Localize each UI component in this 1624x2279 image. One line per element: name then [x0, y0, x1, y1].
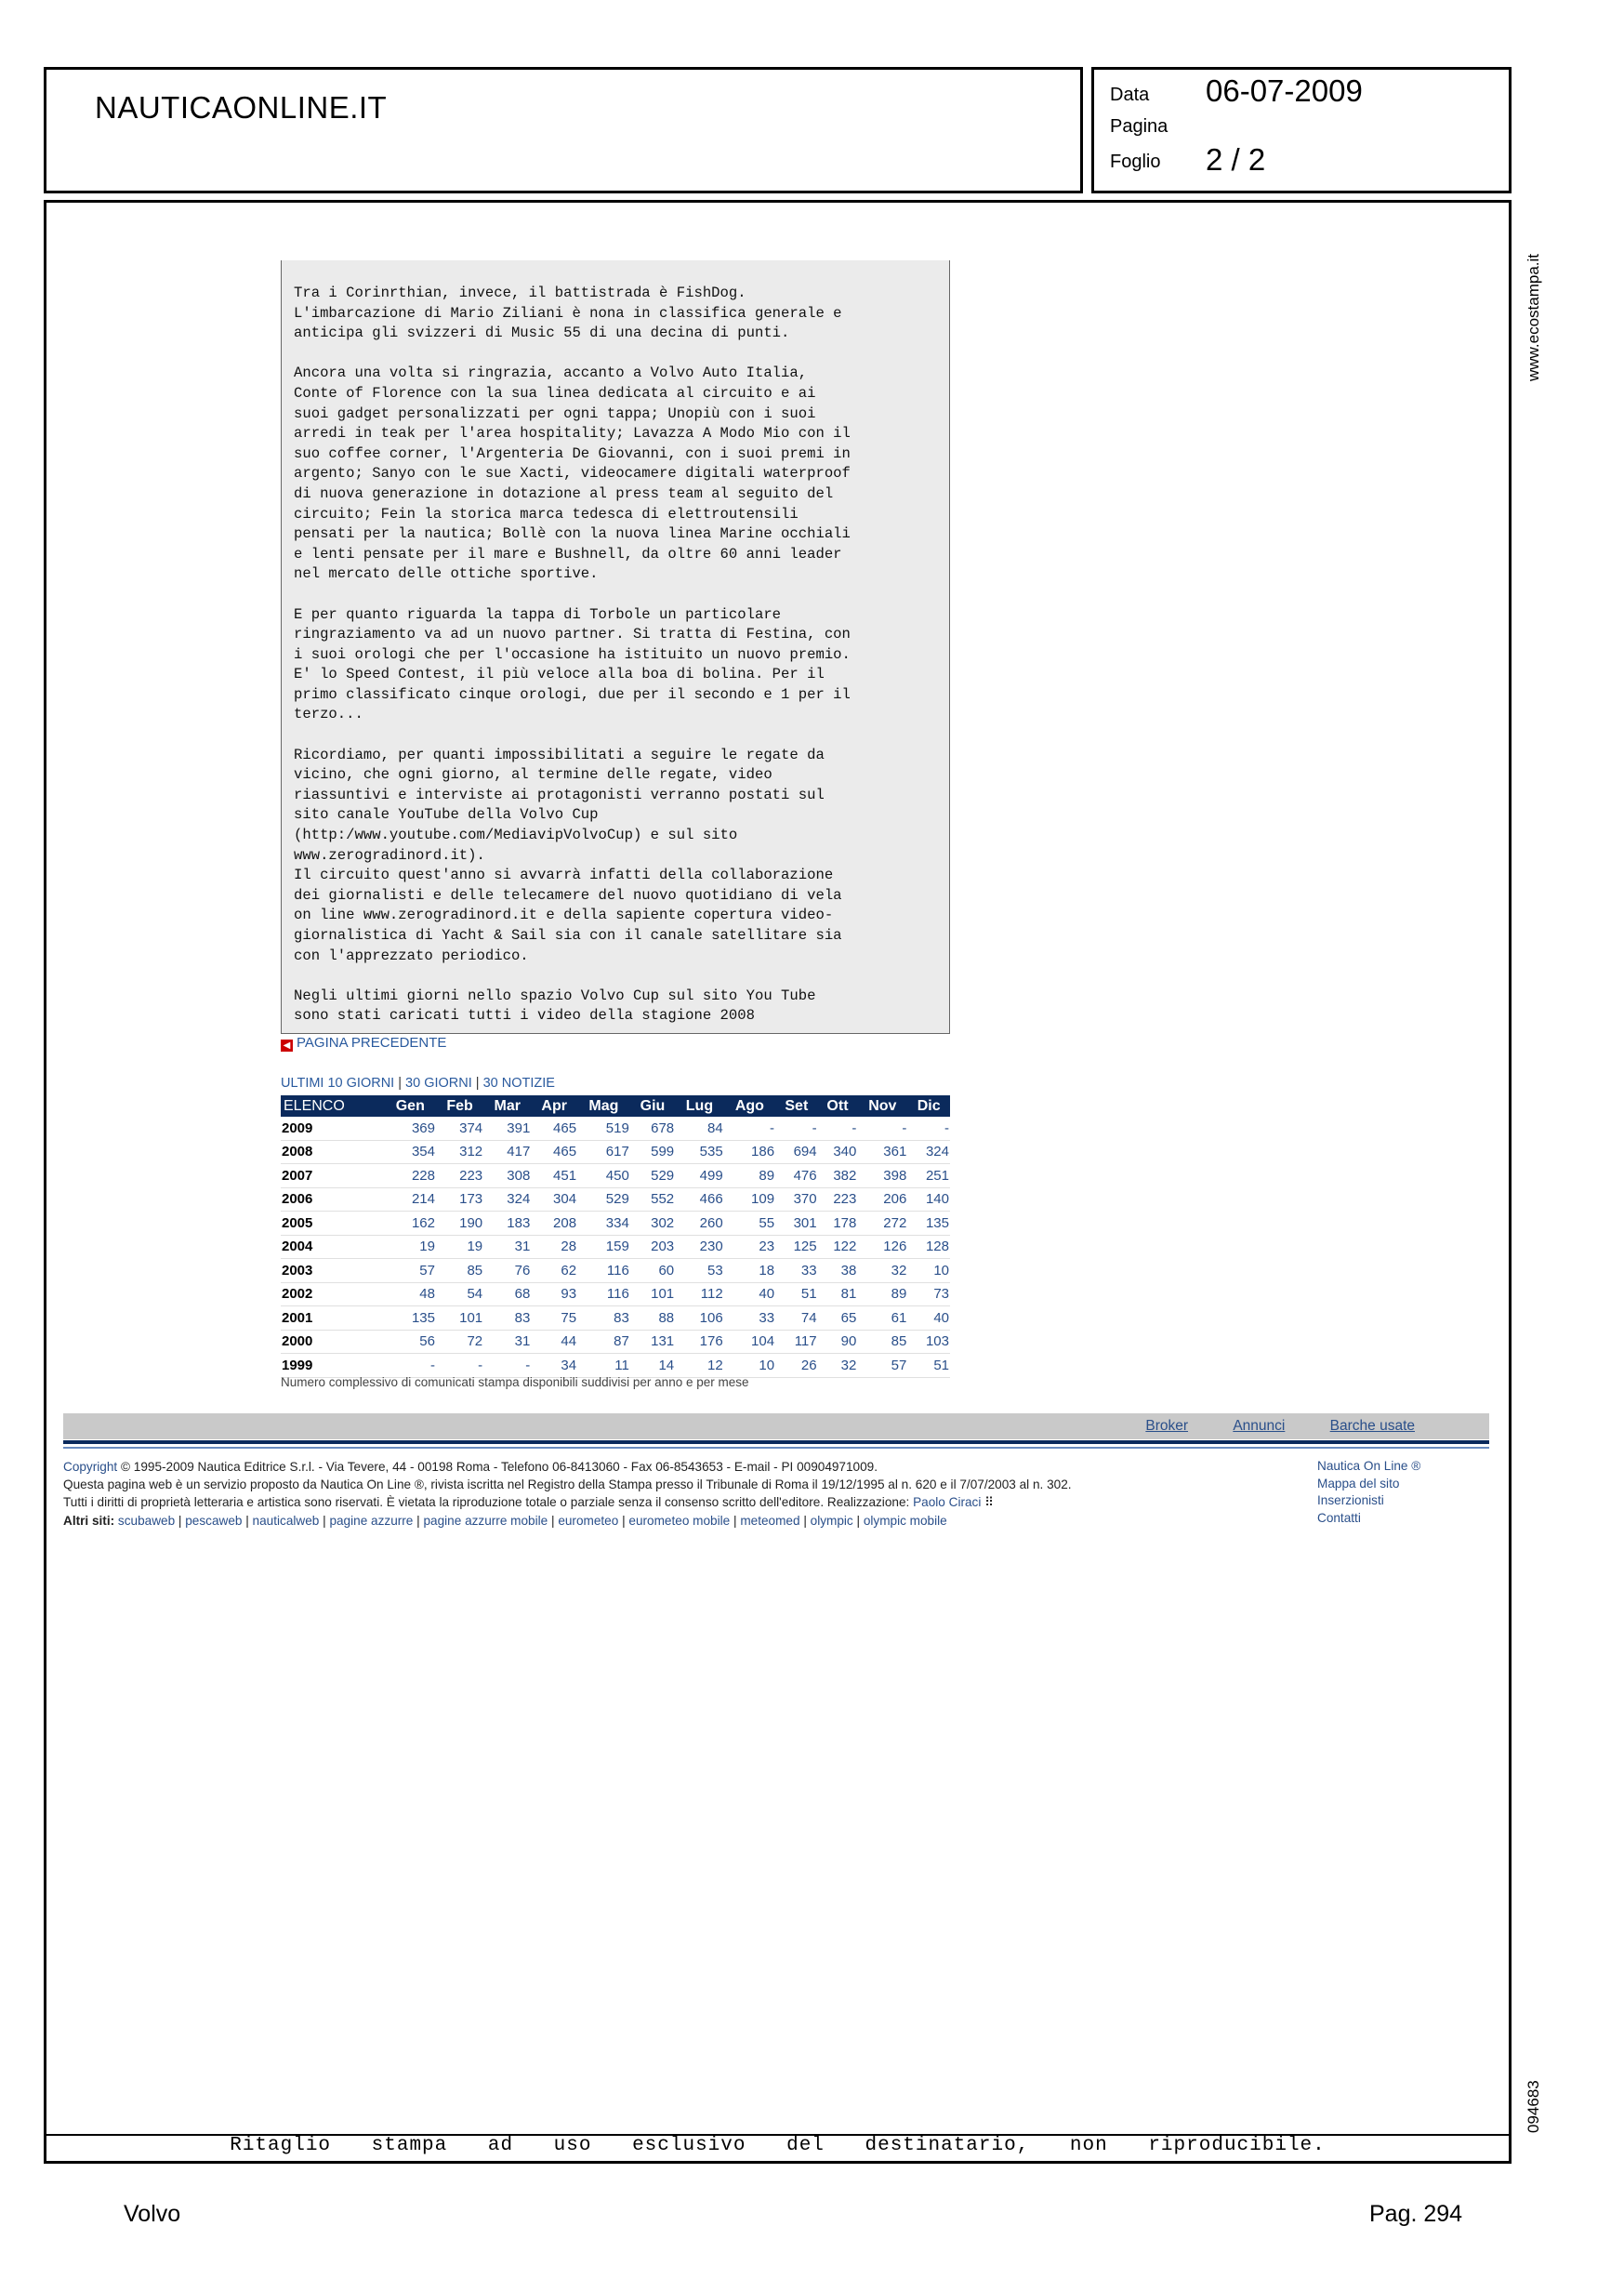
column-header: Dic: [907, 1095, 950, 1117]
table-row: [281, 1306, 950, 1331]
count-cell: 499: [675, 1164, 724, 1188]
count-cell: 14: [630, 1354, 675, 1378]
site-map-link[interactable]: Mappa del sito: [1317, 1476, 1400, 1491]
count-cell: 159: [577, 1235, 630, 1259]
count-cell: 334: [577, 1212, 630, 1236]
page-label: Pagina: [1110, 116, 1168, 137]
count-cell: 88: [630, 1306, 675, 1331]
column-header: Mag: [577, 1095, 630, 1117]
count-cell: 101: [630, 1282, 675, 1306]
separator: |: [242, 1513, 253, 1528]
count-cell: 340: [818, 1140, 858, 1164]
count-cell: 75: [531, 1306, 577, 1331]
other-site-link[interactable]: nauticalweb: [252, 1513, 320, 1528]
registration-line: Questa pagina web è un servizio proposto da Nautica On Line ®, rivista iscritta nel Registro della Stampa presso il Tribunale di Roma il 19/12/1995 al n. 620 e il 7/07/2003 al n. 302.: [63, 1477, 1072, 1492]
count-cell: 599: [630, 1140, 675, 1164]
count-cell: 178: [818, 1212, 858, 1236]
count-cell: 51: [775, 1282, 818, 1306]
count-cell: -: [483, 1354, 531, 1378]
table-row: [281, 1212, 950, 1236]
count-cell: 529: [630, 1164, 675, 1188]
count-cell: -: [857, 1117, 907, 1140]
count-cell: 382: [818, 1164, 858, 1188]
article-paragraph: Ancora una volta si ringrazia, accanto a Volvo Auto Italia, Conte of Florence con la sua linea dedicata al circuito e ai suoi gadget personalizzati per ogni tappa; Unopiù con i suoi arredi in teak per l'area hospitality; Lavazza A Modo Mio con il suo coffee corner, l'Argenteria De Giovanni, con i suoi premi in argento; Sanyo con le sue Xacti, videocamere digitali waterproof di nuova generazione in dotazione al press team al seguito del circuito; Fein la storica marca tedesca di elettroutensili pensati per la nautica; Bollè con la nuova linea Marine occhiali e lenti pensate per il mare e Bushnell, da oltre 60 anni leader nel mercato delle ottiche sportive.: [294, 364, 851, 583]
year-cell: 2007: [281, 1164, 385, 1188]
count-cell: 10: [907, 1259, 950, 1283]
count-cell: 308: [483, 1164, 531, 1188]
count-cell: 206: [857, 1187, 907, 1212]
count-cell: 61: [857, 1306, 907, 1331]
other-site-link[interactable]: pagine azzurre: [329, 1513, 414, 1528]
count-cell: 84: [675, 1117, 724, 1140]
count-cell: 176: [675, 1330, 724, 1354]
count-cell: 223: [818, 1187, 858, 1212]
count-cell: 48: [385, 1282, 436, 1306]
count-cell: 535: [675, 1140, 724, 1164]
count-cell: 324: [907, 1140, 950, 1164]
date-value: 06-07-2009: [1206, 73, 1363, 108]
copyright-link[interactable]: Copyright: [63, 1460, 118, 1474]
count-cell: 32: [857, 1259, 907, 1283]
count-cell: 272: [857, 1212, 907, 1236]
count-cell: 40: [907, 1306, 950, 1331]
count-cell: 10: [724, 1354, 775, 1378]
article-paragraph: Negli ultimi giorni nello spazio Volvo Cup sul sito You Tube sono stati caricati tutti i video della stagione 2008: [294, 987, 816, 1025]
bottom-nav-bar: [63, 1413, 1489, 1439]
count-cell: 116: [577, 1282, 630, 1306]
count-cell: 223: [436, 1164, 483, 1188]
count-cell: 40: [724, 1282, 775, 1306]
column-header: Set: [775, 1095, 818, 1117]
count-cell: 60: [630, 1259, 675, 1283]
count-cell: 135: [907, 1212, 950, 1236]
column-header: Ott: [818, 1095, 858, 1117]
count-cell: -: [907, 1117, 950, 1140]
article-paragraph: Ricordiamo, per quanti impossibilitati a seguire le regate da vicino, che ogni giorno, al termine delle regate, video riassuntivi e interviste ai protagonisti verranno postati sul sito canale YouTube della Volvo Cup (http:/www.youtube.com/MediavipVolvoCup) e sul sito www.zerogradinord.it).: [294, 746, 825, 864]
other-site-link[interactable]: eurometeo: [558, 1513, 619, 1528]
count-cell: 208: [531, 1212, 577, 1236]
table-row: [281, 1354, 950, 1378]
count-cell: 33: [775, 1259, 818, 1283]
article-paragraph: Il circuito quest'anno si avvarrà infatti della collaborazione dei giornalisti e delle telecamere del nuovo quotidiano di vela on line www.zerogradinord.it e della sapiente copertura video- giornalistica di Yacht & Sail sia con il canale satellitare sia con l'apprezzato periodico.: [294, 867, 842, 964]
table-row: [281, 1282, 950, 1306]
copyright-line: Copyright © 1995-2009 Nautica Editrice S.r.l. - Via Tevere, 44 - 00198 Roma - Telefono 06-8413060 - Fax 06-8543653 - E-mail - PI 00904971009.: [63, 1460, 878, 1474]
count-cell: 83: [483, 1306, 531, 1331]
other-site-link[interactable]: pescaweb: [185, 1513, 243, 1528]
column-header: ELENCO: [281, 1095, 385, 1117]
year-cell: 2003: [281, 1259, 385, 1283]
count-cell: 126: [857, 1235, 907, 1259]
separator: |: [548, 1513, 559, 1528]
count-cell: 465: [531, 1117, 577, 1140]
count-cell: 32: [818, 1354, 858, 1378]
year-cell: 2000: [281, 1330, 385, 1354]
table-row: [281, 1117, 950, 1140]
count-cell: 93: [531, 1282, 577, 1306]
stats-caption: Numero complessivo di comunicati stampa disponibili suddivisi per anno e per mese: [281, 1375, 749, 1389]
count-cell: 466: [675, 1187, 724, 1212]
count-cell: 85: [436, 1259, 483, 1283]
count-cell: 135: [385, 1306, 436, 1331]
press-release-stats-table: [281, 1095, 950, 1378]
count-cell: 90: [818, 1330, 858, 1354]
count-cell: 391: [483, 1117, 531, 1140]
ecostampa-url: www.ecostampa.it: [1525, 254, 1542, 381]
count-cell: 89: [724, 1164, 775, 1188]
year-cell: 2002: [281, 1282, 385, 1306]
count-cell: 519: [577, 1117, 630, 1140]
count-cell: 56: [385, 1330, 436, 1354]
client-name: Volvo: [124, 2201, 181, 2227]
separator: |: [175, 1513, 186, 1528]
count-cell: 104: [724, 1330, 775, 1354]
year-cell: 1999: [281, 1354, 385, 1378]
count-cell: 53: [675, 1259, 724, 1283]
clipping-notice: Ritaglio stampa ad uso esclusivo del destinatario, non riproducibile.: [230, 2135, 1326, 2156]
year-cell: 2009: [281, 1117, 385, 1140]
count-cell: 85: [857, 1330, 907, 1354]
count-cell: 101: [436, 1306, 483, 1331]
count-cell: 31: [483, 1330, 531, 1354]
count-cell: -: [436, 1354, 483, 1378]
count-cell: 54: [436, 1282, 483, 1306]
count-cell: 552: [630, 1187, 675, 1212]
other-site-link[interactable]: olympic mobile: [863, 1513, 947, 1528]
column-header: Nov: [857, 1095, 907, 1117]
count-cell: 228: [385, 1164, 436, 1188]
count-cell: 28: [531, 1235, 577, 1259]
nautica-online-link[interactable]: Nautica On Line ®: [1317, 1459, 1421, 1473]
table-row: [281, 1164, 950, 1188]
count-cell: 140: [907, 1187, 950, 1212]
count-cell: 34: [531, 1354, 577, 1378]
count-cell: 203: [630, 1235, 675, 1259]
count-cell: 450: [577, 1164, 630, 1188]
count-cell: 112: [675, 1282, 724, 1306]
clipping-code: 094683: [1525, 2080, 1542, 2133]
footer-right-links: [1317, 1458, 1420, 1527]
separator: |: [799, 1513, 811, 1528]
other-site-link[interactable]: olympic: [810, 1513, 853, 1528]
date-label: Data: [1110, 85, 1150, 105]
count-cell: 19: [436, 1235, 483, 1259]
year-cell: 2001: [281, 1306, 385, 1331]
count-cell: 162: [385, 1212, 436, 1236]
other-site-link[interactable]: scubaweb: [117, 1513, 176, 1528]
count-cell: -: [818, 1117, 858, 1140]
count-cell: 125: [775, 1235, 818, 1259]
count-cell: 26: [775, 1354, 818, 1378]
count-cell: 361: [857, 1140, 907, 1164]
count-cell: 230: [675, 1235, 724, 1259]
other-sites-line: Altri siti: scubaweb | pescaweb | nauticalweb | pagine azzurre | pagine azzurre mobile | eurometeo | eurometeo mobile | meteomed | olympic | olympic mobile: [63, 1513, 947, 1528]
count-cell: 183: [483, 1212, 531, 1236]
divider: [63, 1440, 1489, 1444]
separator: |: [319, 1513, 330, 1528]
article-paragraph: Tra i Corinrthian, invece, il battistrada è FishDog. L'imbarcazione di Mario Ziliani è nona in classifica generale e anticipa gli svizzeri di Music 55 di una decina di punti.: [294, 285, 842, 342]
count-cell: 617: [577, 1140, 630, 1164]
count-cell: 128: [907, 1235, 950, 1259]
count-cell: 73: [907, 1282, 950, 1306]
table-row: [281, 1259, 950, 1283]
table-row: [281, 1140, 950, 1164]
archive-filters: ULTIMI 10 GIORNI | 30 GIORNI | 30 NOTIZIE: [281, 1076, 555, 1091]
separator: |: [413, 1513, 424, 1528]
count-cell: 122: [818, 1235, 858, 1259]
other-site-link[interactable]: meteomed: [740, 1513, 800, 1528]
column-header: Mar: [483, 1095, 531, 1117]
year-cell: 2005: [281, 1212, 385, 1236]
previous-page-link[interactable]: ◀ PAGINA PRECEDENTE: [281, 1035, 446, 1052]
other-site-link[interactable]: pagine azzurre mobile: [423, 1513, 548, 1528]
count-cell: 72: [436, 1330, 483, 1354]
column-header: Apr: [531, 1095, 577, 1117]
count-cell: 65: [818, 1306, 858, 1331]
count-cell: -: [724, 1117, 775, 1140]
count-cell: 116: [577, 1259, 630, 1283]
count-cell: 417: [483, 1140, 531, 1164]
count-cell: -: [385, 1354, 436, 1378]
column-header: Giu: [630, 1095, 675, 1117]
count-cell: 678: [630, 1117, 675, 1140]
count-cell: 370: [775, 1187, 818, 1212]
count-cell: 12: [675, 1354, 724, 1378]
count-cell: 57: [857, 1354, 907, 1378]
count-cell: 214: [385, 1187, 436, 1212]
count-cell: 23: [724, 1235, 775, 1259]
count-cell: 31: [483, 1235, 531, 1259]
count-cell: 173: [436, 1187, 483, 1212]
count-cell: 62: [531, 1259, 577, 1283]
count-cell: 103: [907, 1330, 950, 1354]
count-cell: 74: [775, 1306, 818, 1331]
count-cell: -: [775, 1117, 818, 1140]
count-cell: 354: [385, 1140, 436, 1164]
filter-last-10-days[interactable]: ULTIMI 10 GIORNI: [281, 1076, 395, 1091]
author-link[interactable]: Paolo Ciraci: [913, 1495, 982, 1510]
filter-30-days[interactable]: 30 GIORNI: [405, 1076, 472, 1091]
count-cell: 304: [531, 1187, 577, 1212]
count-cell: 302: [630, 1212, 675, 1236]
count-cell: 190: [436, 1212, 483, 1236]
count-cell: 89: [857, 1282, 907, 1306]
count-cell: 251: [907, 1164, 950, 1188]
column-header: Ago: [724, 1095, 775, 1117]
count-cell: 109: [724, 1187, 775, 1212]
year-cell: 2006: [281, 1187, 385, 1212]
count-cell: 11: [577, 1354, 630, 1378]
count-cell: 57: [385, 1259, 436, 1283]
nav-links: [1104, 1418, 1415, 1435]
site-footer: [63, 1458, 1309, 1530]
grid-icon: ⠿: [984, 1495, 995, 1510]
count-cell: 51: [907, 1354, 950, 1378]
nav-broker-link[interactable]: Broker: [1145, 1418, 1189, 1434]
count-cell: 81: [818, 1282, 858, 1306]
separator: |: [730, 1513, 741, 1528]
count-cell: 33: [724, 1306, 775, 1331]
column-header: Lug: [675, 1095, 724, 1117]
source-title: NAUTICAONLINE.IT: [95, 90, 388, 125]
count-cell: 369: [385, 1117, 436, 1140]
table-header-row: [281, 1095, 950, 1117]
column-header: Gen: [385, 1095, 436, 1117]
separator: |: [852, 1513, 864, 1528]
rights-line: Tutti i diritti di proprietà letteraria e artistica sono riservati. È vietata la riproduzione totale o parziale senza il consenso scritto dell'editore. Realizzazione: Paolo Ciraci ⠿: [63, 1495, 995, 1510]
count-cell: 19: [385, 1235, 436, 1259]
table-row: [281, 1235, 950, 1259]
count-cell: 18: [724, 1259, 775, 1283]
count-cell: 260: [675, 1212, 724, 1236]
article-paragraph: E per quanto riguarda la tappa di Torbole un particolare ringraziamento va ad un nuovo partner. Si tratta di Festina, con i suoi orologi che per l'occasione ha istituito un nuovo premio. E' lo Speed Contest, il più veloce alla boa di bolina. Per il primo classificato cinque orologi, due per il secondo e 1 per il terzo...: [294, 605, 851, 723]
year-cell: 2008: [281, 1140, 385, 1164]
nav-barche-usate-link[interactable]: Barche usate: [1329, 1418, 1415, 1434]
count-cell: 451: [531, 1164, 577, 1188]
count-cell: 106: [675, 1306, 724, 1331]
count-cell: 117: [775, 1330, 818, 1354]
count-cell: 465: [531, 1140, 577, 1164]
count-cell: 76: [483, 1259, 531, 1283]
count-cell: 324: [483, 1187, 531, 1212]
column-header: Feb: [436, 1095, 483, 1117]
arrow-left-icon: ◀: [281, 1040, 293, 1052]
count-cell: 87: [577, 1330, 630, 1354]
separator: |: [618, 1513, 629, 1528]
count-cell: 131: [630, 1330, 675, 1354]
count-cell: 529: [577, 1187, 630, 1212]
page-number: Pag. 294: [1369, 2201, 1463, 2227]
count-cell: 312: [436, 1140, 483, 1164]
count-cell: 44: [531, 1330, 577, 1354]
year-cell: 2004: [281, 1235, 385, 1259]
filter-30-news[interactable]: 30 NOTIZIE: [482, 1076, 555, 1091]
sheet-label: Foglio: [1110, 152, 1161, 172]
source-header-box: [44, 67, 1083, 193]
count-cell: 83: [577, 1306, 630, 1331]
divider: [63, 1447, 1489, 1449]
count-cell: 68: [483, 1282, 531, 1306]
table-row: [281, 1187, 950, 1212]
count-cell: 374: [436, 1117, 483, 1140]
meta-header-box: [1091, 67, 1512, 193]
count-cell: 301: [775, 1212, 818, 1236]
nav-annunci-link[interactable]: Annunci: [1233, 1418, 1286, 1434]
contacts-link[interactable]: Contatti: [1317, 1510, 1361, 1525]
count-cell: 694: [775, 1140, 818, 1164]
other-site-link[interactable]: eurometeo mobile: [628, 1513, 731, 1528]
count-cell: 398: [857, 1164, 907, 1188]
count-cell: 476: [775, 1164, 818, 1188]
count-cell: 55: [724, 1212, 775, 1236]
count-cell: 38: [818, 1259, 858, 1283]
article-body: [281, 260, 950, 1034]
count-cell: 186: [724, 1140, 775, 1164]
sheet-value: 2 / 2: [1206, 142, 1266, 177]
advertisers-link[interactable]: Inserzionisti: [1317, 1493, 1384, 1507]
table-row: [281, 1330, 950, 1354]
